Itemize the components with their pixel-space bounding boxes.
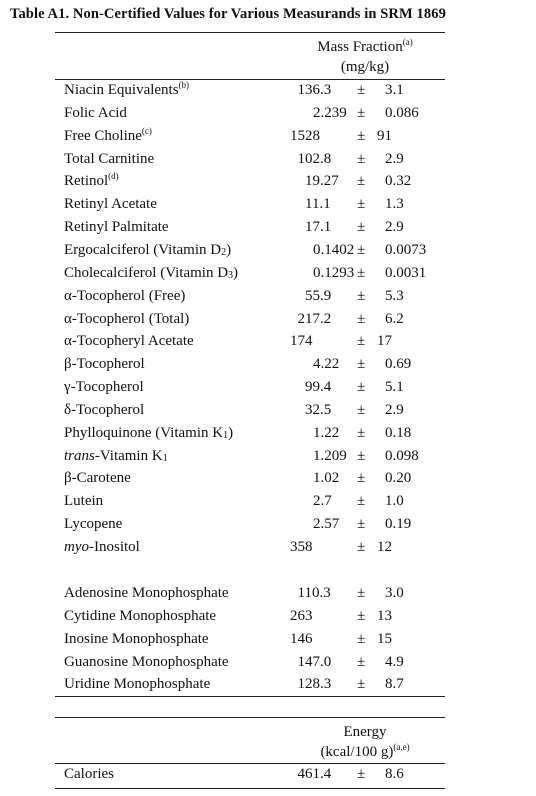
uncertainty-cell: 0.19	[385, 516, 412, 533]
name-text: Cholecalciferol (Vitamin D	[64, 264, 229, 281]
measurand-name	[64, 239, 231, 262]
value-cell: 174	[290, 333, 313, 350]
plus-minus: ±	[357, 264, 366, 281]
mass-fraction-label: Mass Fraction	[317, 39, 403, 55]
name-text: δ-Tocopherol	[64, 401, 145, 418]
rule-top	[55, 32, 445, 33]
uncertainty-cell: 8.6	[385, 766, 404, 782]
uncertainty-cell: 0.086	[385, 104, 419, 121]
table-row	[0, 445, 536, 468]
uncertainty-cell: 12	[377, 539, 392, 555]
table-row	[0, 651, 536, 674]
plus-minus: ±	[357, 766, 366, 782]
uncertainty-cell: 17	[377, 333, 392, 350]
name-tail: )	[226, 241, 232, 258]
measurand-name	[64, 262, 238, 285]
mass-fraction-unit: (mg/kg)	[340, 59, 390, 75]
table-row	[0, 536, 536, 559]
measurand-name	[64, 170, 119, 193]
uncertainty-cell: 15	[377, 630, 392, 647]
rule-energy-top	[55, 717, 445, 718]
measurand-name	[64, 467, 131, 490]
name-text: β-Tocopherol	[64, 356, 145, 373]
value-cell: 0.1402	[313, 241, 355, 258]
plus-minus: ±	[357, 356, 366, 373]
subscript: 1	[162, 452, 168, 464]
table-row	[0, 582, 536, 605]
uncertainty-cell: 2.9	[385, 150, 404, 167]
measurand-name	[64, 445, 168, 468]
uncertainty-cell: 6.2	[385, 310, 404, 327]
value-cell: 147.0	[297, 653, 332, 670]
measurand-name	[64, 422, 233, 445]
value-cell: 1.22	[313, 424, 340, 441]
name-text: -Vitamin K	[94, 447, 163, 464]
value-cell: 32.5	[305, 401, 332, 418]
table-row	[0, 285, 536, 308]
value-cell: 136.3	[297, 82, 332, 98]
uncertainty-cell: 2.9	[385, 401, 404, 418]
table-title: Table A1. Non-Certified Values for Various Measurands in SRM 1869	[10, 6, 446, 22]
energy-label: Energy	[343, 724, 387, 740]
name-text: γ-Tocopherol	[64, 379, 144, 396]
table-row	[0, 239, 536, 262]
name-text: Lycopene	[64, 516, 123, 533]
plus-minus: ±	[357, 470, 366, 487]
measurand-name	[64, 651, 229, 674]
name-text: β-Carotene	[64, 470, 131, 487]
table-row	[0, 330, 536, 353]
plus-minus: ±	[357, 676, 366, 693]
table-row	[0, 673, 536, 696]
name-text: Retinyl Acetate	[64, 196, 157, 213]
name-text: Inosine Monophosphate	[64, 630, 209, 647]
table-row	[0, 467, 536, 490]
uncertainty-cell: 5.3	[385, 287, 404, 304]
plus-minus: ±	[357, 196, 366, 213]
measurand-name	[64, 148, 154, 171]
uncertainty-cell: 5.1	[385, 379, 404, 396]
uncertainty-cell: 0.20	[385, 470, 412, 487]
footnote-marker: (c)	[141, 125, 152, 136]
table-row	[0, 490, 536, 513]
value-cell: 0.1293	[313, 264, 355, 281]
value-cell: 17.1	[305, 219, 332, 236]
measurand-name	[64, 399, 144, 422]
name-text: Cytidine Monophosphate	[64, 607, 217, 624]
name-text: Uridine Monophosphate	[64, 676, 211, 693]
footnote-marker: (d)	[108, 171, 119, 182]
plus-minus: ±	[357, 287, 366, 304]
uncertainty-cell: 0.0031	[385, 264, 427, 281]
measurand-name	[64, 125, 152, 148]
value-cell: 128.3	[297, 676, 332, 693]
plus-minus: ±	[357, 241, 366, 258]
uncertainty-cell: 0.0073	[385, 241, 427, 258]
table-row	[0, 148, 536, 171]
plus-minus: ±	[357, 219, 366, 236]
value-cell: 2.57	[313, 516, 340, 533]
measurand-name	[64, 628, 209, 651]
table-row	[0, 308, 536, 331]
plus-minus: ±	[357, 333, 366, 350]
name-text: Lutein	[64, 493, 104, 510]
value-cell: 11.1	[305, 196, 331, 213]
plus-minus: ±	[357, 630, 366, 647]
subscript: 1	[223, 429, 229, 441]
plus-minus: ±	[357, 493, 366, 510]
measurand-name	[64, 353, 145, 376]
value-cell: 1.209	[313, 447, 347, 464]
mass-fraction-footnote: (a)	[402, 37, 413, 47]
measurand-name	[64, 216, 169, 239]
uncertainty-cell: 1.3	[385, 196, 404, 213]
value-cell: 2.239	[313, 104, 347, 121]
uncertainty-cell: 91	[377, 127, 392, 144]
plus-minus: ±	[357, 539, 366, 555]
name-text: Calories	[64, 766, 114, 782]
plus-minus: ±	[357, 585, 366, 601]
uncertainty-cell: 1.0	[385, 493, 404, 510]
name-text: Phylloquinone (Vitamin K	[64, 424, 224, 441]
value-cell: 55.9	[305, 287, 332, 304]
measurand-name	[64, 582, 229, 605]
value-cell: 19.27	[305, 173, 339, 190]
uncertainty-cell: 13	[377, 607, 392, 624]
table-row	[0, 125, 536, 148]
table-row	[0, 763, 536, 786]
plus-minus: ±	[357, 150, 366, 167]
value-cell: 1.02	[313, 470, 340, 487]
table-row	[0, 605, 536, 628]
uncertainty-cell: 2.9	[385, 219, 404, 236]
name-text: α-Tocopherol (Free)	[64, 287, 186, 304]
value-cell: 358	[290, 539, 313, 555]
table-row	[0, 79, 536, 102]
measurand-name	[64, 376, 144, 399]
plus-minus: ±	[357, 401, 366, 418]
measurand-name	[64, 285, 185, 308]
plus-minus: ±	[357, 104, 366, 121]
uncertainty-cell: 0.18	[385, 424, 412, 441]
measurand-name	[64, 513, 122, 536]
uncertainty-cell: 0.32	[385, 173, 412, 190]
measurand-name	[64, 79, 189, 102]
plus-minus: ±	[357, 173, 366, 190]
energy-footnote: (a,e)	[393, 742, 410, 752]
uncertainty-cell: 3.1	[385, 82, 404, 98]
name-text: Retinyl Palmitate	[64, 219, 169, 236]
measurand-name	[64, 308, 189, 331]
name-tail: )	[228, 424, 234, 441]
mass-fraction-header	[290, 37, 440, 77]
plus-minus: ±	[357, 447, 366, 464]
table-row	[0, 353, 536, 376]
value-cell: 263	[290, 607, 313, 624]
uncertainty-cell: 0.69	[385, 356, 412, 373]
footnote-marker: (b)	[178, 80, 190, 90]
table-row	[0, 193, 536, 216]
name-text: Retinol	[64, 173, 109, 190]
name-text: Niacin Equivalents	[64, 82, 179, 98]
table-row	[0, 102, 536, 125]
measurand-name	[64, 490, 103, 513]
value-cell: 1528	[290, 127, 320, 144]
measurand-name	[64, 605, 216, 628]
rule-bottom-2	[55, 788, 445, 789]
uncertainty-cell: 8.7	[385, 676, 404, 693]
plus-minus: ±	[357, 310, 366, 327]
value-cell: 461.4	[297, 766, 332, 782]
plus-minus: ±	[357, 379, 366, 396]
table-row	[0, 376, 536, 399]
name-text: -Inositol	[89, 539, 140, 555]
table-row	[0, 628, 536, 651]
name-text: Folic Acid	[64, 104, 127, 121]
table-row	[0, 170, 536, 193]
table-row	[0, 513, 536, 536]
plus-minus: ±	[357, 424, 366, 441]
uncertainty-cell: 0.098	[385, 447, 419, 464]
table-row	[0, 422, 536, 445]
subscript: 2	[221, 246, 227, 258]
value-cell: 102.8	[297, 150, 332, 167]
measurand-name	[64, 673, 210, 696]
name-text: Free Choline	[64, 127, 142, 144]
name-prefix: myo	[64, 539, 89, 555]
value-cell: 110.3	[297, 585, 331, 601]
value-cell: 146	[290, 630, 313, 647]
name-text: α-Tocopherol (Total)	[64, 310, 190, 327]
value-cell: 99.4	[305, 379, 332, 396]
name-text: Adenosine Monophosphate	[64, 585, 229, 601]
plus-minus: ±	[357, 82, 366, 98]
table-row	[0, 262, 536, 285]
subscript: 3	[228, 269, 234, 281]
plus-minus: ±	[357, 127, 366, 144]
name-text: Ergocalciferol (Vitamin D	[64, 241, 222, 258]
plus-minus: ±	[357, 516, 366, 533]
table-row	[0, 216, 536, 239]
name-text: Guanosine Monophosphate	[64, 653, 229, 670]
uncertainty-cell: 4.9	[385, 653, 404, 670]
name-text: α-Tocopheryl Acetate	[64, 333, 194, 350]
measurand-name	[64, 193, 157, 216]
plus-minus: ±	[357, 607, 366, 624]
energy-header	[290, 722, 440, 762]
uncertainty-cell: 3.0	[385, 585, 404, 601]
value-cell: 4.22	[313, 356, 340, 373]
name-prefix: trans	[64, 447, 95, 464]
plus-minus: ±	[357, 653, 366, 670]
measurand-name	[64, 536, 140, 559]
value-cell: 2.7	[313, 493, 332, 510]
rule-bottom-1	[55, 696, 445, 697]
measurand-name	[64, 330, 194, 353]
measurand-name	[64, 763, 114, 786]
energy-unit: (kcal/100 g)	[320, 744, 394, 760]
measurand-name	[64, 102, 127, 125]
table-row	[0, 399, 536, 422]
value-cell: 217.2	[297, 310, 332, 327]
name-tail: )	[233, 264, 239, 281]
name-text: Total Carnitine	[64, 150, 155, 167]
